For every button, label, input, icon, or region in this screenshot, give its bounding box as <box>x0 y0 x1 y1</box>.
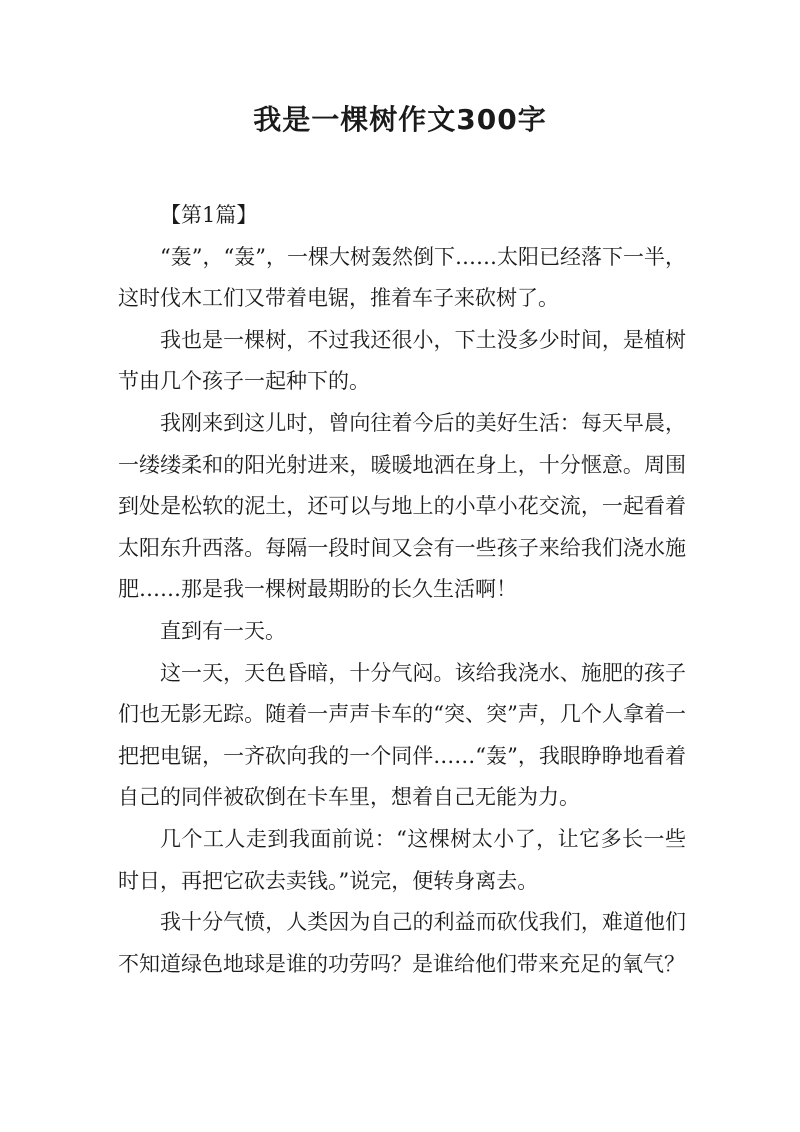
paragraph: 几个工人走到我面前说：“这棵树太小了，让它多长一些时日，再把它砍去卖钱。”说完，便转身离去。 <box>118 826 686 893</box>
paragraph: 我刚来到这儿时，曾向往着今后的美好生活：每天早晨，一缕缕柔和的阳光射进来，暖暖地洒在身上，十分惬意。周围到处是松软的泥土，还可以与地上的小草小花交流，一起看着太阳东升西落。每隔一段时间又会有一些孩子来给我们浇水施肥……那是我一棵树最期盼的长久生活啊！ <box>118 410 686 602</box>
paragraph: 这一天，天色昏暗，十分气闷。该给我浇水、施肥的孩子们也无影无踪。随着一声声卡车的“突、突”声，几个人拿着一把把电锯，一齐砍向我的一个同伴……“轰”，我眼睁睁地看着自己的同伴被砍倒在卡车里，想着自己无能为力。 <box>118 660 686 810</box>
paragraph: 我也是一棵树，不过我还很小，下土没多少时间，是植树节由几个孩子一起种下的。 <box>118 327 686 394</box>
paragraph: “轰”，“轰”，一棵大树轰然倒下……太阳已经落下一半，这时伐木工们又带着电锯，推着车子来砍树了。 <box>118 244 686 311</box>
paragraph: 我十分气愤，人类因为自己的利益而砍伐我们，难道他们不知道绿色地球是谁的功劳吗？是谁给他们带来充足的氧气？ <box>118 910 686 976</box>
section-label: 【第1篇】 <box>160 203 258 227</box>
document-body <box>118 195 686 985</box>
paragraph: 直到有一天。 <box>160 618 286 643</box>
document-title: 我是一棵树作文300字 <box>253 103 547 136</box>
